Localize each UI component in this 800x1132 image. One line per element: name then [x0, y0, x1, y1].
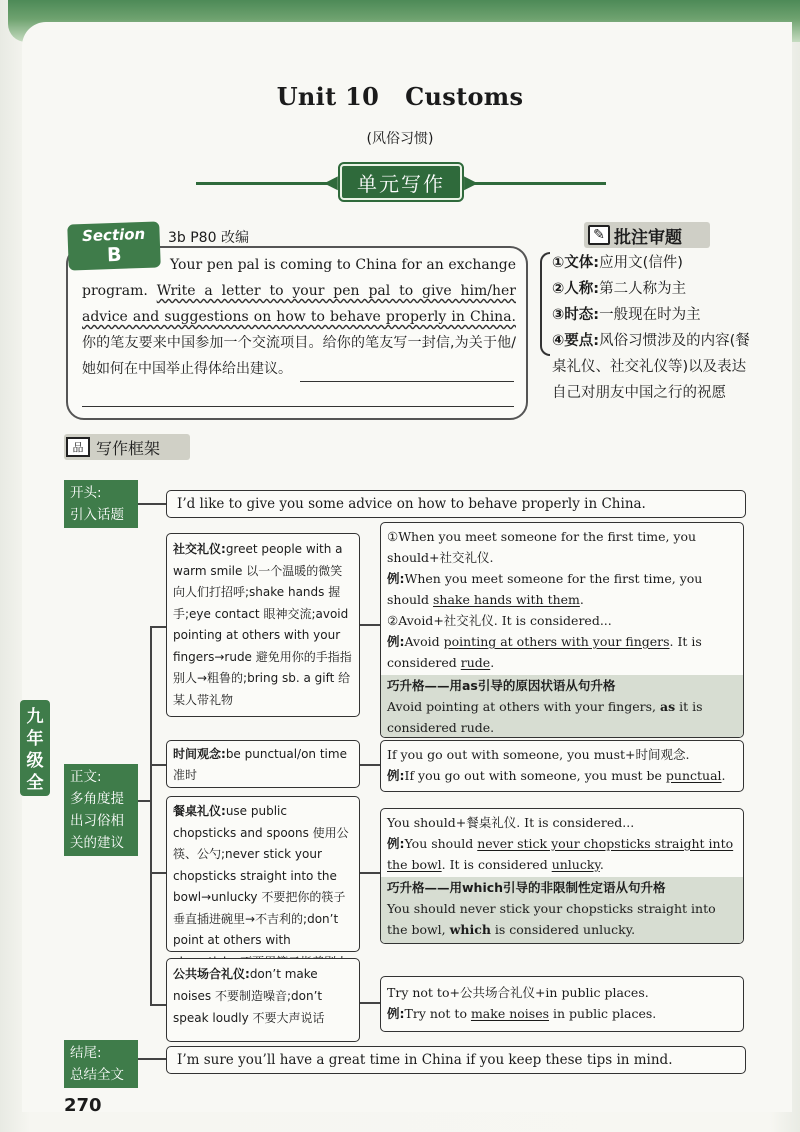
connector-pattern-4 [360, 1002, 380, 1004]
topic-box-public [166, 958, 360, 1042]
notes-title: 批注审题 [614, 227, 682, 248]
topic-text: be punctual/on time 准时 [173, 747, 347, 782]
pattern-text: Try not to+公共场合礼仪+in public places. [387, 985, 649, 1000]
pattern-box-time [380, 740, 744, 792]
topic-text: greet people with a warm smile 以一个温暖的微笑向人们打招呼;shake hands 握手;eye contact 眼神交流;avoid pointing at others with your fingers→rude 避免用你的手指指别人→粗鲁的;bring sb. a gift 给某人带礼物 [173, 542, 352, 707]
pattern-text: You should+餐桌礼仪. It is considered... [387, 815, 635, 830]
connector-topic-4 [150, 1004, 166, 1006]
connector-pattern-3 [360, 872, 380, 874]
opening-sentence-box [166, 490, 746, 518]
upgrade-sentence: You should never stick your chopsticks straight into the bowl, which is considered unlucky. [387, 901, 716, 937]
framework-title: 写作框架 [96, 438, 161, 458]
note-item: ③时态:一般现在时为主 [552, 307, 701, 323]
topic-label: 公共场合礼仪: [173, 967, 250, 981]
banner-arrow-right-icon: ▶ [464, 172, 478, 193]
task-text-chinese: 你的笔友要来中国参加一个交流项目。给你的笔友写一封信,为关于他/她如何在中国举止得体给出建议。 [82, 335, 516, 377]
connector-topic-1 [150, 626, 166, 628]
task-text [82, 252, 516, 382]
upgrade-block [381, 675, 743, 738]
unit-title [0, 82, 800, 111]
topic-label: 餐桌礼仪: [173, 804, 226, 818]
topic-box-time [166, 740, 360, 788]
framework-icon: 品 [66, 437, 90, 457]
opening-sentence: I’d like to give you some advice on how to behave properly in China. [177, 496, 646, 512]
answer-line-2 [82, 406, 514, 407]
example-sentence: 例:Try not to make noises in public places. [387, 1006, 657, 1021]
topic-box-table [166, 796, 360, 952]
answer-line [300, 381, 514, 382]
note-item: ②人称:第二人称为主 [552, 281, 687, 297]
opening-tab: 开头: 引入话题 [64, 480, 138, 528]
topic-text: don’t make noises 不要制造噪音;don’t speak loudly 不要大声说话 [173, 967, 325, 1025]
unit-number: Unit 10 [276, 82, 380, 111]
closing-sentence-box [166, 1046, 746, 1074]
section-letter: B [106, 243, 122, 267]
source-reference: 3b P80 改编 [168, 230, 249, 246]
connector-pattern-1 [360, 624, 380, 626]
example-sentence: 例:Avoid pointing at others with your fingers. It is considered rude. [387, 634, 702, 670]
connector-body-spine [150, 626, 152, 1004]
notes-heading [584, 222, 710, 248]
note-item: ①文体:应用文(信件) [552, 255, 683, 271]
closing-tab: 结尾: 总结全文 [64, 1040, 138, 1088]
topic-box-social [166, 533, 360, 717]
banner-line-left [196, 182, 332, 185]
upgrade-block [381, 877, 743, 944]
example-sentence: 例:If you go out with someone, you must be punctual. [387, 768, 726, 783]
notes-list [552, 250, 752, 406]
unit-name: Customs [405, 82, 524, 111]
task-text-intro: Your pen pal is coming to China for an exchange program. [82, 257, 516, 299]
pattern-box-social [380, 522, 744, 738]
connector-opening [138, 503, 166, 505]
example-sentence: 例:When you meet someone for the first time, you should shake hands with them. [387, 571, 703, 607]
unit-subtitle: (风俗习惯) [366, 131, 434, 147]
banner-arrow-left-icon: ◀ [324, 172, 338, 193]
notes-brace [540, 252, 550, 356]
task-text-key: Write a letter to your pen pal to give him/her advice and suggestions on how to behave properly in China. [82, 283, 516, 325]
pattern-box-public [380, 976, 744, 1032]
upgrade-label: 巧升格——用which引导的非限制性定语从句升格 [387, 880, 666, 895]
body-tab: 正文: 多角度提 出习俗相 关的建议 [64, 764, 138, 856]
connector-topic-3 [150, 872, 166, 874]
pattern-text: If you go out with someone, you must+时间观念. [387, 747, 690, 762]
connector-closing [138, 1058, 166, 1060]
topic-label: 社交礼仪: [173, 542, 226, 556]
section-banner: 单元写作 [340, 164, 462, 200]
example-sentence: 例:You should never stick your chopsticks straight into the bowl. It is considered unlucky. [387, 836, 734, 872]
pattern-text: ①When you meet someone for the first time, you should+社交礼仪. [387, 529, 697, 565]
closing-sentence: I’m sure you’ll have a great time in China if you keep these tips in mind. [177, 1052, 673, 1068]
connector-body [138, 800, 150, 802]
pencil-check-icon: ✎ [588, 225, 610, 245]
connector-topic-2 [150, 764, 166, 766]
section-word: Section [81, 224, 146, 246]
page-number: 270 [64, 1095, 102, 1116]
pattern-text: ②Avoid+社交礼仪. It is considered... [387, 613, 612, 628]
topic-label: 时间观念: [173, 747, 226, 761]
framework-heading [64, 434, 190, 460]
upgrade-label: 巧升格——用as引导的原因状语从句升格 [387, 678, 616, 693]
connector-pattern-2 [360, 764, 380, 766]
note-item: ④要点:风俗习惯涉及的内容(餐桌礼仪、社交礼仪等)以及表达自己对朋友中国之行的祝愿 [552, 333, 750, 401]
topic-text: use public chopsticks and spoons 使用公筷、公勺;never stick your chopsticks straight into the bowl→unlucky 不要把你的筷子垂直插进碗里→不吉利的;don’t point at others with [173, 804, 349, 947]
upgrade-sentence: Avoid pointing at others with your fingers, as it is considered rude. [387, 699, 703, 735]
grade-tab: 九 年 级 全 [20, 700, 50, 796]
banner-line-right [470, 182, 606, 185]
pattern-box-table [380, 808, 744, 944]
